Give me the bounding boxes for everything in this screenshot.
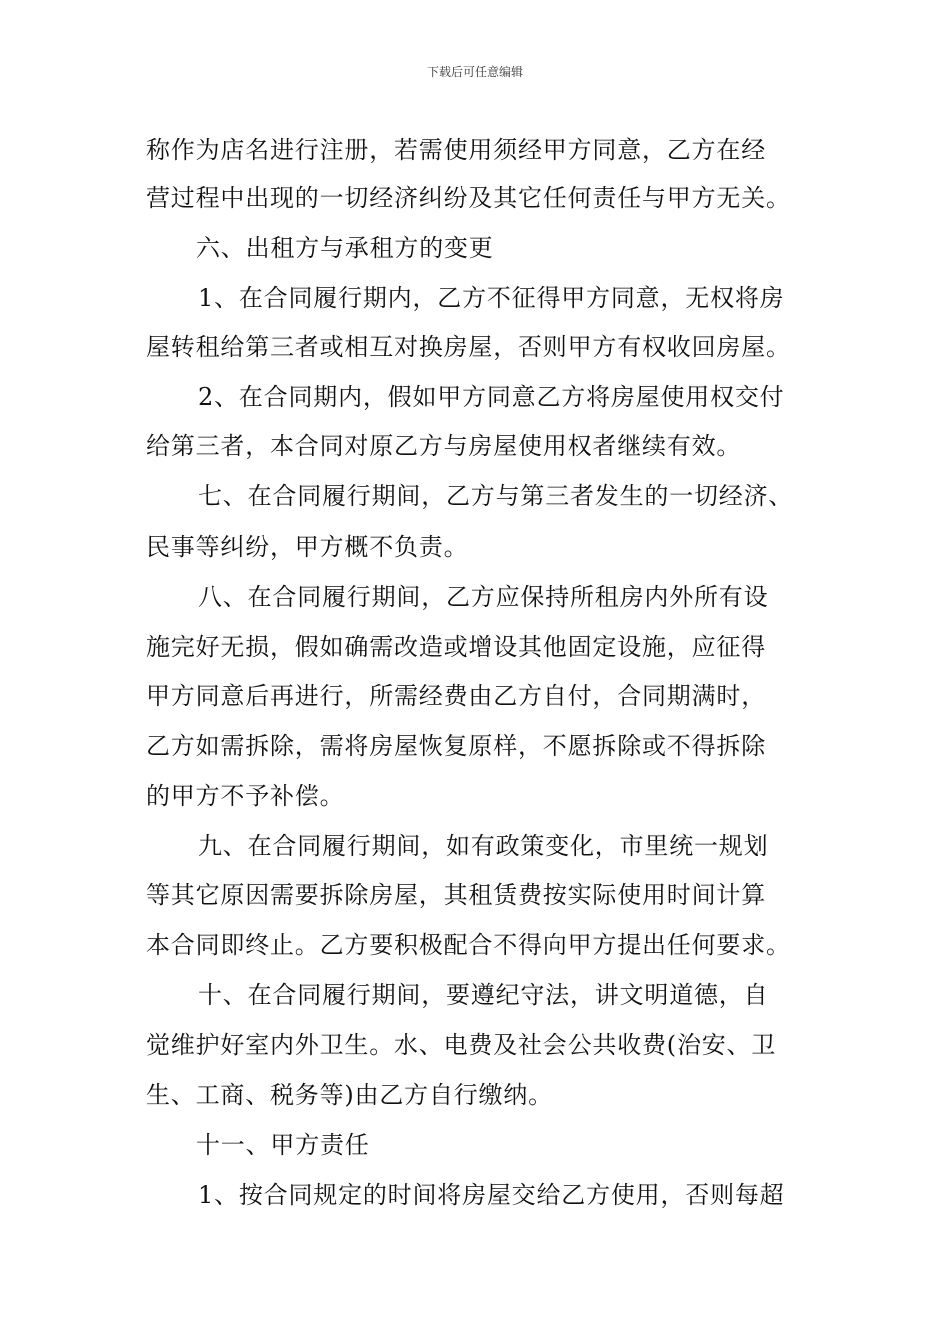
text-line: 七、在合同履行期间，乙方与第三者发生的一切经济、 [198,482,794,510]
section-heading: 六、出租方与承租方的变更 [196,234,494,262]
text-line: 营过程中出现的一切经济纠纷及其它任何责任与甲方无关。 [146,184,791,212]
text-line: 称作为店名进行注册，若需使用须经甲方同意，乙方在经 [146,136,766,164]
text-line: 甲方同意后再进行，所需经费由乙方自付，合同期满时， [146,682,766,710]
text-line: 施完好无损，假如确需改造或增设其他固定设施，应征得 [146,633,766,661]
text-line: 本合同即终止。乙方要积极配合不得向甲方提出任何要求。 [146,931,791,959]
page-header: 下载后可任意编辑 [426,65,523,79]
text-line: 十、在合同履行期间，要遵纪守法，讲文明道德，自 [198,981,769,1009]
section-heading: 十一、甲方责任 [196,1131,370,1159]
text-line: 生、工商、税务等)由乙方自行缴纳。 [146,1081,553,1109]
text-line: 等其它原因需要拆除房屋，其租赁费按实际使用时间计算 [146,881,766,909]
text-line: 1、按合同规定的时间将房屋交给乙方使用，否则每超 [198,1181,785,1209]
text-line: 2、在合同期内，假如甲方同意乙方将房屋使用权交付 [198,383,785,411]
text-line: 的甲方不予补偿。 [146,782,345,810]
text-line: 屋转租给第三者或相互对换房屋，否则甲方有权收回房屋。 [146,333,791,361]
text-line: 民事等纠纷，甲方概不负责。 [146,533,469,561]
text-line: 觉维护好室内外卫生。水、电费及社会公共收费(治安、卫 [146,1031,777,1059]
text-line: 乙方如需拆除，需将房屋恢复原样，不愿拆除或不得拆除 [146,732,766,760]
text-line: 九、在合同履行期间，如有政策变化，市里统一规划 [198,832,769,860]
text-line: 八、在合同履行期间，乙方应保持所租房内外所有设 [198,583,769,611]
text-line: 给第三者，本合同对原乙方与房屋使用权者继续有效。 [146,432,742,460]
text-line: 1、在合同履行期内，乙方不征得甲方同意，无权将房 [198,284,785,312]
